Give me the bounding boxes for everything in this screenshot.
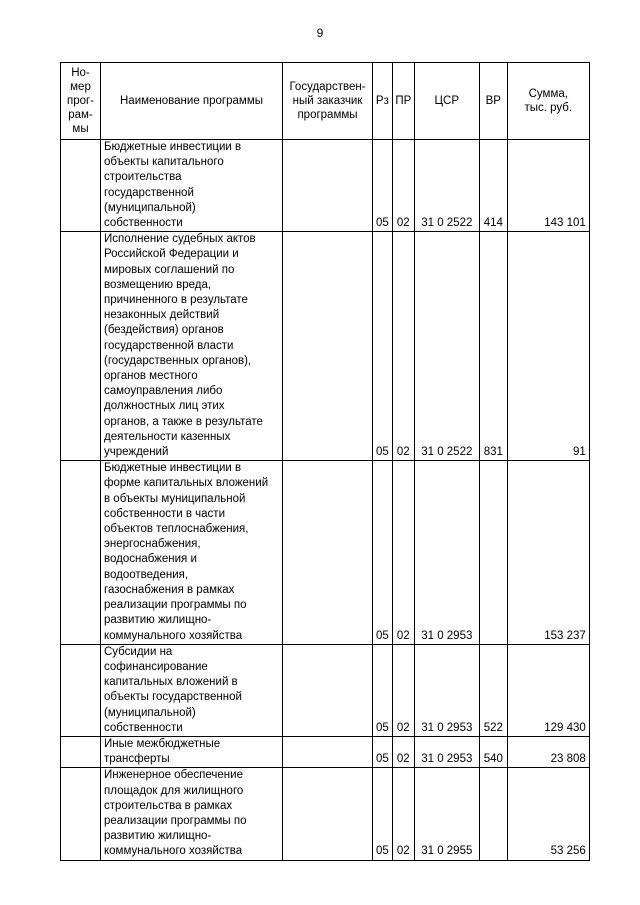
program-name-line: собственности: [104, 217, 183, 230]
program-name-cell: [101, 461, 283, 644]
vr-cell: 540: [479, 736, 507, 767]
csr-cell: 31 0 2955: [414, 768, 479, 860]
state-customer-cell: [283, 140, 373, 232]
program-name-line: строительства: [104, 171, 182, 184]
csr-cell: 31 0 2522: [414, 232, 479, 461]
csr-cell: 31 0 2953: [414, 736, 479, 767]
program-number-cell: [61, 768, 101, 860]
program-name-line: софинансирование: [104, 660, 208, 673]
program-name-line: капитальных вложений в: [104, 676, 238, 689]
program-name-line: собственности в части: [104, 507, 225, 520]
program-name-line: Бюджетные инвестиции в: [104, 141, 242, 153]
program-name-line: самоуправления либо: [104, 385, 223, 398]
program-name-cell: [101, 736, 283, 767]
rz-cell: 05: [373, 736, 393, 767]
csr-cell: 31 0 2953: [414, 461, 479, 644]
program-name-line: Бюджетные инвестиции в: [104, 462, 242, 475]
rz-cell: 05: [373, 768, 393, 860]
program-name-line: газоснабжения в рамках: [104, 583, 235, 596]
program-name-line: мировых соглашений по: [104, 263, 235, 276]
program-name-line: органов местного: [104, 370, 198, 383]
program-name-line: государственной власти: [104, 339, 234, 352]
pr-cell: 02: [392, 140, 414, 232]
pr-cell: 02: [392, 644, 414, 736]
program-number-cell: [61, 644, 101, 736]
program-name-line: Субсидии на: [104, 645, 173, 658]
vr-cell: 831: [479, 232, 507, 461]
program-name-line: коммунального хозяйства: [104, 629, 243, 642]
program-name-cell: [101, 140, 283, 232]
program-name-line: реализации программы по: [104, 599, 247, 612]
pr-cell: 02: [392, 768, 414, 860]
program-name-line: форме капитальных вложений: [104, 477, 269, 490]
page-number: 9: [316, 26, 324, 40]
program-name-line: водоотведения,: [104, 568, 189, 581]
program-name-line: Исполнение судебных актов: [104, 233, 256, 246]
program-number-cell: [61, 140, 101, 232]
table-body: [61, 140, 590, 861]
program-name-line: строительства в рамках: [104, 799, 233, 812]
table-row: [61, 232, 590, 461]
program-name-line: незаконных действий: [104, 309, 220, 322]
header-vr: ВР: [479, 63, 507, 140]
program-name-line: трансферты: [104, 753, 170, 766]
program-name-line: объектов теплоснабжения,: [104, 523, 249, 536]
program-number-cell: [61, 232, 101, 461]
program-name-line: площадок для жилищного: [104, 784, 244, 797]
header-rz: Рз: [373, 63, 393, 140]
program-number-cell: [61, 736, 101, 767]
program-name-line: (муниципальной): [104, 706, 196, 719]
program-number-cell: [61, 461, 101, 644]
header-state-customer: Государствен- ный заказчик программы: [283, 63, 373, 140]
sum-cell: 129 430: [507, 644, 589, 736]
sum-cell: 53 256: [507, 768, 589, 860]
program-name-line: учреждений: [104, 446, 169, 459]
program-name-line: должностных лиц этих: [104, 400, 225, 413]
sum-cell: 153 237: [507, 461, 589, 644]
program-name-line: собственности: [104, 721, 183, 734]
pr-cell: 02: [392, 232, 414, 461]
program-name-line: Иные межбюджетные: [104, 737, 221, 750]
header-sum: Сумма, тыс. руб.: [507, 63, 589, 140]
csr-cell: 31 0 2953: [414, 644, 479, 736]
program-name-line: причиненного в результате: [104, 294, 248, 307]
csr-cell: 31 0 2522: [414, 140, 479, 232]
pr-cell: 02: [392, 736, 414, 767]
program-name-line: объекты государственной: [104, 691, 242, 704]
state-customer-cell: [283, 644, 373, 736]
table-row: [61, 736, 590, 767]
program-name-line: (муниципальной): [104, 201, 196, 214]
program-name-line: Российской Федерации и: [104, 248, 239, 261]
program-name-line: водоснабжения и: [104, 553, 197, 566]
program-name-line: государственной: [104, 186, 194, 199]
header-program-name: Наименование программы: [101, 63, 283, 140]
program-name-line: (государственных органов),: [104, 354, 252, 367]
program-name-line: коммунального хозяйства: [104, 845, 243, 858]
program-name-line: развитию жилищно-: [104, 614, 212, 627]
sum-cell: 143 101: [507, 140, 589, 232]
program-name-line: объекты капитального: [104, 156, 224, 169]
program-name-line: Инженерное обеспечение: [104, 769, 243, 782]
program-name-line: органов, а также в результате: [104, 415, 263, 428]
sum-cell: 91: [507, 232, 589, 461]
program-name-line: деятельности казенных: [104, 430, 231, 443]
vr-cell: [479, 768, 507, 860]
state-customer-cell: [283, 736, 373, 767]
program-name-line: реализации программы по: [104, 814, 247, 827]
rz-cell: 05: [373, 461, 393, 644]
vr-cell: 522: [479, 644, 507, 736]
program-name-cell: [101, 232, 283, 461]
table-row: [61, 644, 590, 736]
vr-cell: 414: [479, 140, 507, 232]
program-name-cell: [101, 644, 283, 736]
state-customer-cell: [283, 461, 373, 644]
state-customer-cell: [283, 232, 373, 461]
program-name-line: возмещению вреда,: [104, 278, 212, 291]
pr-cell: 02: [392, 461, 414, 644]
rz-cell: 05: [373, 232, 393, 461]
table-row: [61, 140, 590, 232]
sum-cell: 23 808: [507, 736, 589, 767]
rz-cell: 05: [373, 140, 393, 232]
program-name-line: энергоснабжения,: [104, 538, 201, 551]
program-name-line: развитию жилищно-: [104, 830, 212, 843]
program-name-cell: [101, 768, 283, 860]
table-row: [61, 461, 590, 644]
program-name-line: (бездействия) органов: [104, 324, 224, 337]
vr-cell: [479, 461, 507, 644]
rz-cell: 05: [373, 644, 393, 736]
budget-program-table: [60, 62, 590, 861]
program-name-line: в объекты муниципальной: [104, 492, 246, 505]
header-pr: ПР: [392, 63, 414, 140]
header-program-number: Но- мер прог- рам- мы: [61, 63, 101, 140]
table-header: [61, 63, 590, 140]
state-customer-cell: [283, 768, 373, 860]
header-csr: ЦСР: [414, 63, 479, 140]
table-row: [61, 768, 590, 860]
